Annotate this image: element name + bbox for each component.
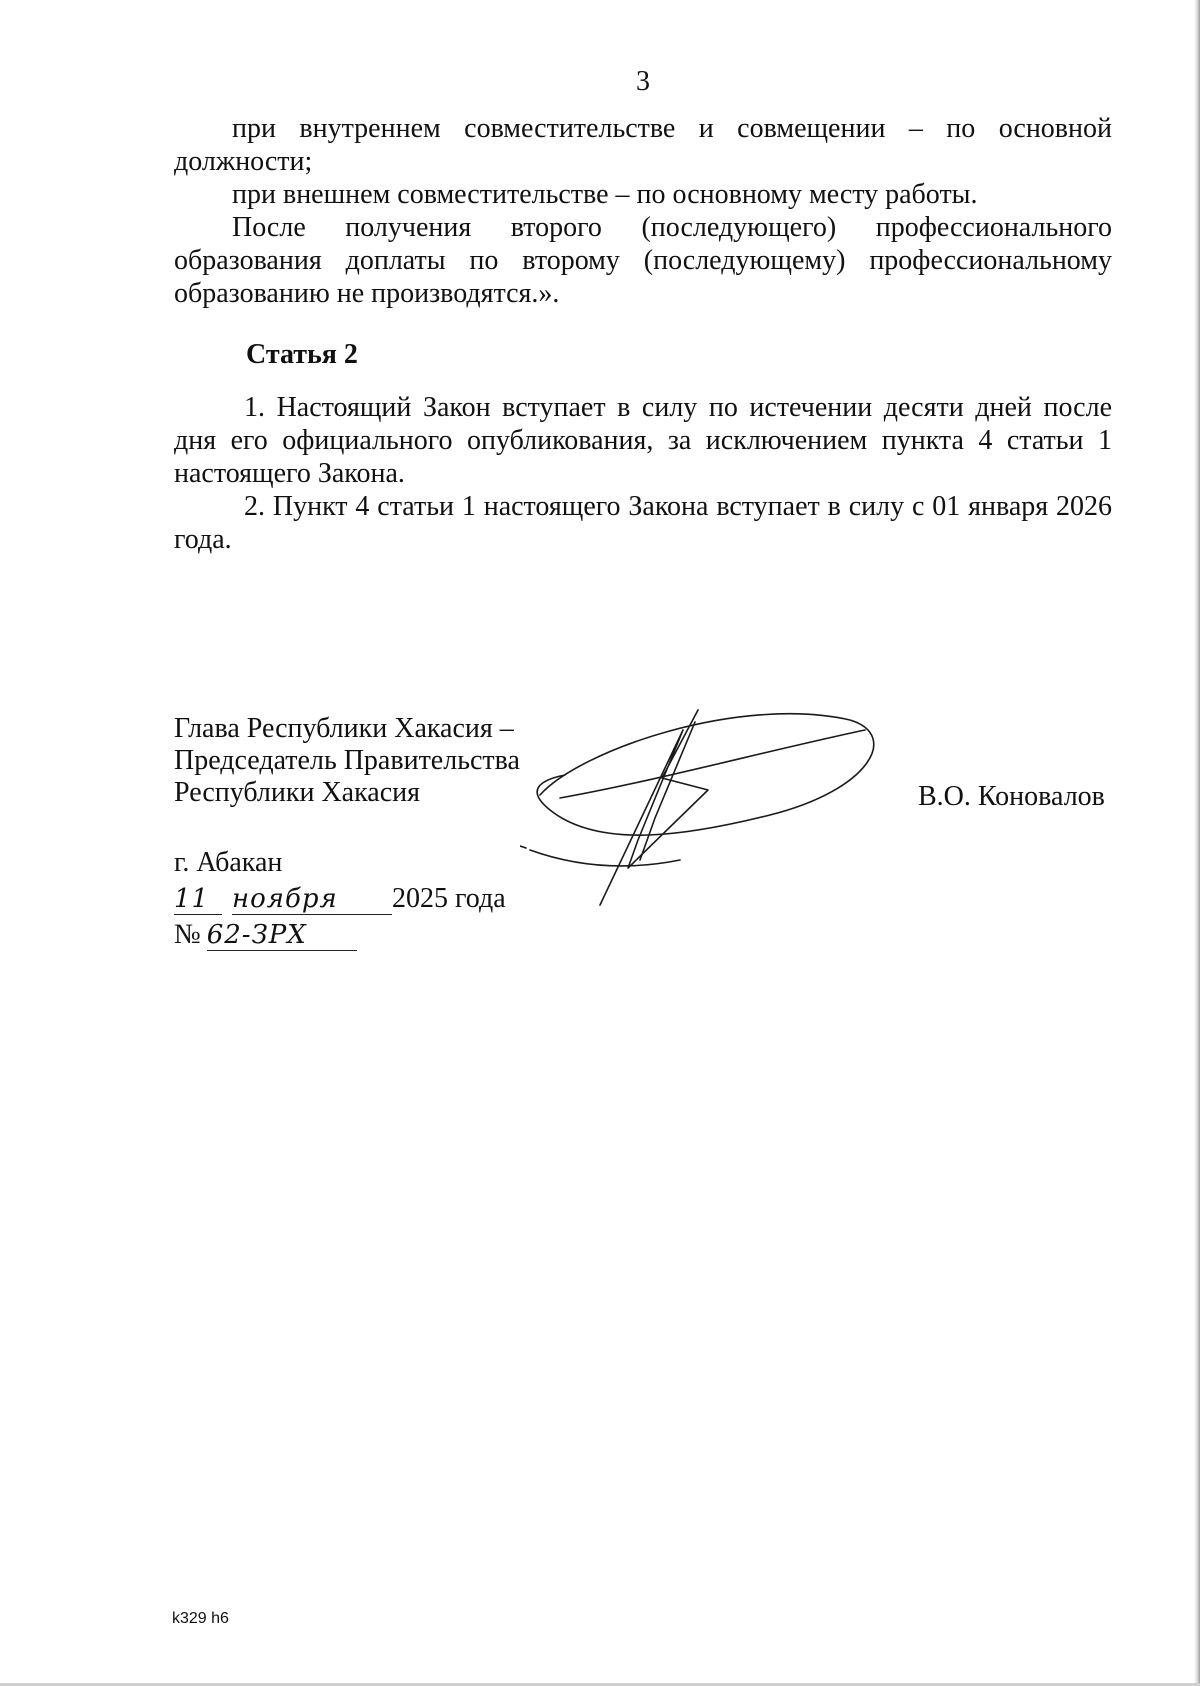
scan-edge: [1194, 0, 1200, 1686]
paragraph-second-education: После получения второго (последующего) профессионального образования доплаты по второму (последующему) профессиональному образованию не производятся.».: [174, 212, 1112, 309]
handwritten-day: 11: [174, 884, 222, 915]
handwritten-number: 62-ЗРХ: [207, 920, 357, 951]
signer-position-line: Республики Хакасия: [174, 777, 421, 808]
continuation-text: [174, 112, 1112, 310]
page-number: 3: [636, 66, 650, 97]
number-label: №: [174, 919, 201, 950]
signer-position-line: Председатель Правительства: [174, 745, 520, 776]
issue-number: [174, 917, 506, 953]
issue-date: [174, 881, 506, 917]
issue-details: [174, 845, 506, 953]
handwritten-signature: [520, 700, 900, 920]
handwritten-month: ноября: [232, 884, 392, 915]
paragraph-internal-combination: при внутреннем совместительстве и совмещении – по основной должности;: [174, 113, 1112, 177]
signer-position-line: Глава Республики Хакасия –: [174, 713, 514, 744]
issue-place: г. Абакан: [174, 847, 283, 878]
article-2-item-2: 2. Пункт 4 статьи 1 настоящего Закона вступает в силу с 01 января 2026 года.: [174, 491, 1112, 555]
article-2-body: [174, 391, 1112, 556]
issue-year: 2025 года: [392, 883, 506, 914]
signer-name: В.О. Коновалов: [918, 781, 1105, 812]
signer-position: [174, 713, 520, 809]
paragraph-external-combination: при внешнем совместительстве – по основному месту работы.: [232, 179, 978, 210]
document-code: k329 h6: [172, 1610, 229, 1627]
article-heading: Статья 2: [246, 339, 358, 370]
article-2-item-1: 1. Настоящий Закон вступает в силу по истечении десяти дней после дня его официального опубликования, за исключением пункта 4 статьи 1 настоящего Закона.: [174, 392, 1112, 489]
